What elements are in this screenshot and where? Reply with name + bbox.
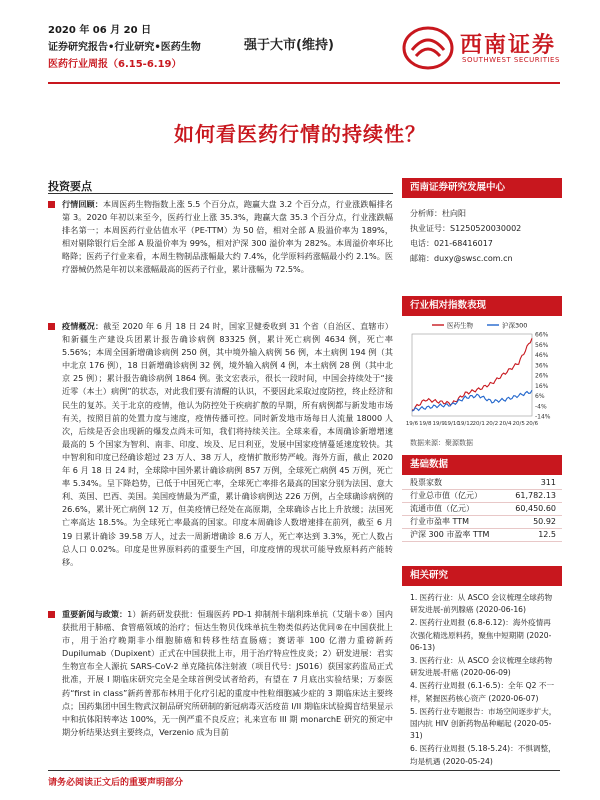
table-row: [402, 503, 562, 516]
bullet-epidemic: [48, 320, 393, 602]
y-tick-label: 46%: [535, 352, 549, 359]
bullet-text: 1）新药研发获批：恒瑞医药 PD-1 抑制剂卡瑞利珠单抗（艾瑞卡®）国内获批用于肺癌、食管癌领域的治疗；恒达生物贝伐珠单抗生物类似药达优同®在中国获批上市，用于治疗晚期非小细胞肺癌和转移性结直肠癌；赛诺菲 100 亿潜力重磅新药 Dupilumab（Dupixent）正式在中国获批上市，用于治疗特应性皮炎；2）研发进展：君实生物宣布全人源抗 SARS-CoV-2 单克隆抗体注射液（项目代号：JS016）获国家药监局正式批准，开展 I 期临床研究完全是全球首例受试者给药，有望在 7 月底出实验结果；万泰医药“first in class”新药普那布林用于化疗引起的重度中性粒细胞减少症的 3 期临床达主要终点；国药集团中国生物武汉制品研究所研制的新冠病毒灭活疫苗 I/II 期临床试验揭盲结果显示中和抗体阳转率达 100%，无一例严重不良反应；礼来宣布 III 期 monarchE 研究的预定中期分析结果达到主要终点，Verzenio 成为目前: [62, 609, 393, 737]
rating-label: 强于大市(维持): [244, 38, 334, 53]
analyst-name: 分析师：杜向阳: [410, 209, 466, 218]
x-tick-label: 19/8: [419, 421, 432, 427]
bullet-market-review: [48, 198, 393, 314]
row-label: 行业市盈率 TTM: [402, 516, 501, 529]
y-tick-label: 66%: [535, 331, 549, 339]
row-label: 股票家数: [402, 477, 501, 490]
related-list: [402, 586, 562, 768]
basic-data-panel: [402, 455, 562, 542]
basic-data-heading: 基础数据: [402, 455, 562, 475]
analyst-heading: 西南证券研究发展中心: [402, 178, 562, 198]
related-item[interactable]: 4. 医药行业周报 (6.1-6.5)：全年 Q2 不一样，紧握医药核心资产 (2020-06-07): [410, 681, 555, 703]
row-label: 行业总市值（亿元）: [402, 490, 501, 503]
relative-index-panel: [402, 296, 562, 448]
bullet-lead: 重要新闻与政策：: [62, 609, 128, 619]
series-line-csi300: [412, 390, 532, 411]
related-research-panel: [402, 566, 562, 769]
header-divider: [48, 82, 560, 84]
row-label: 流通市值（亿元）: [402, 503, 501, 516]
bullet-text: 本周医药生物指数上涨 5.5 个百分点，跑赢大盘 3.2 个百分点，行业涨跌幅排名第 3。2020 年初以来至今，医药行业上涨 35.3%，跑赢大盘 35.3 个百分点，行业涨跌幅排名第一；本周医药行业估值水平（PE-TTM）为 50 倍，相对全部 A 股溢价率为 189%，相对剔除银行后全部 A 股溢价率为 99%，相对沪深 300 溢价率为 282%。本周溢价率环比略降；医药子行业来看，本周生物制品涨幅最大约 7.4%，化学原料药涨幅最小约 2.1%。医疗器械仍然是年初以来涨幅最高的医药子行业，累计涨幅为 72.5%。: [62, 199, 393, 275]
x-tick-label: 19/10: [444, 421, 460, 427]
summary-body: [48, 198, 393, 780]
y-tick-label: -14%: [535, 413, 551, 421]
related-item[interactable]: 2. 医药行业周报 (6.8-6.12)：海外疫情再次强化精选原料药，聚焦中短期期 (2020-06-13): [410, 618, 552, 652]
legend-label: 沪深300: [502, 321, 528, 330]
bullet-news-policy: [48, 608, 393, 780]
y-tick-label: -4%: [535, 403, 547, 411]
summary-divider: [48, 193, 393, 194]
row-value: 50.92: [501, 516, 562, 529]
x-tick-label: 20/1: [472, 421, 485, 427]
analyst-phone: 电话：021-68416017: [410, 239, 493, 248]
related-item[interactable]: 6. 医药行业周报 (5.18-5.24)：不惧调整，均是机遇 (2020-05-24): [410, 744, 556, 766]
x-tick-label: 19/6: [405, 421, 419, 427]
logo-text: 西南证券: [460, 33, 557, 58]
x-tick-label: 19/12: [457, 421, 474, 427]
table-row: [402, 490, 562, 503]
y-tick-label: 56%: [535, 341, 549, 349]
related-item[interactable]: 5. 医药行业专题报告：市场空间逐步扩大，国内抗 HIV 创新药物品种崛起 (2020-05-31): [410, 706, 557, 741]
legend-label: 医药生物: [447, 321, 473, 330]
x-tick-label: 20/6: [525, 421, 539, 427]
analyst-info: [402, 198, 562, 266]
chart-svg: [402, 316, 562, 436]
related-heading: 相关研究: [402, 566, 562, 586]
analyst-email[interactable]: 邮箱：duxy@swsc.com.cn: [410, 254, 513, 263]
table-row: [402, 477, 562, 490]
bullet-square-icon: [48, 611, 55, 618]
x-tick-label: 20/4: [499, 421, 512, 427]
report-title: 如何看医药行情的持续性？: [174, 122, 426, 146]
row-value: 12.5: [501, 529, 562, 542]
series-line-pharma: [412, 338, 532, 410]
basic-data-table: [402, 477, 562, 542]
chart-frame: [412, 334, 532, 416]
bullet-text: 截至 2020 年 6 月 18 日 24 时，国家卫健委收到 31 个省（自治区、直辖市）和新疆生产建设兵团累计报告确诊病例 83325 例，累计死亡病例 4634 例，死亡率 5.56%；本周全国新增确诊病例 250 例，其中境外输入病例 56 例，本土病例 194 例（其中北京 176 例），18 日新增确诊病例 32 例，境外输入病例 4 例，本土病例 28 例（其中北京 25 例）；累计报告确诊病例 1864 例。张文宏表示，很长一段时间，中国会持续处于“接近零（本土）病例”的状态，对此我们要有清醒的认识，不要因此采取过度防控，终止经济和民生的复苏。关于北京的疫情，他认为防控处于疾病扩散的早期，所有病例都与新发地市场有关，按照目前的处置力度与速度，疫情传播可控。同时新发地市场每日人流量 18000 人次，后续是否会出现新的爆发点尚未可知，我们将持续关注。全球来看，本周确诊新增增速最高的 5 个国家为智利、南非、印度、埃及、尼日利亚，发展中国家疫情蔓延速度较快。其中智利和印度已经确诊超过 23 万人、38 万人，疫情扩散形势严峻。海外方面，截止 2020 年 6 月 18 日 24 时，全球除中国外累计确诊病例 857 万例，全球死亡病例 45 万例，死亡率 5.34%。呈下降趋势，已低于中国死亡率，全球死亡率排名最高的国家分别为法国、意大利、英国、巴西、美国。美国疫情最为严重，累计确诊病例达 226 万例，占全球确诊病例的 26.6%，累计死亡病例 12 万，但美疫情已经处在高原期，全球确诊占比上升放缓；法国死亡率高达 18.5%。为全球死亡率最高的国家。印度本周确诊人数增速排在前列，截至 6 月 19 日累计确诊 39.58 万人，过去一周新增确诊 8.6 万人，死亡率达到 3.3%，死亡人数占总人口 0.02%。印度是世界原料药的重要生产国，印度疫情的现状可能导致原料药产能转移。: [62, 321, 393, 567]
y-tick-label: 26%: [535, 372, 549, 380]
analyst-license: 执业证号：S1250520030002: [410, 224, 522, 233]
y-tick-label: 6%: [535, 393, 545, 400]
x-tick-label: 19/9: [432, 421, 445, 427]
logo-mark-icon: [402, 26, 454, 70]
row-value: 60,450.60: [501, 503, 562, 516]
chart-heading: 行业相对指数表现: [402, 296, 562, 316]
bullet-lead: 疫情概况：: [62, 321, 104, 331]
report-date: 2020 年 06 月 20 日: [48, 25, 152, 36]
brand-logo: [402, 22, 562, 72]
y-tick-label: 36%: [535, 362, 549, 370]
bullet-square-icon: [48, 323, 55, 330]
table-row: [402, 516, 562, 529]
bullet-square-icon: [48, 201, 55, 208]
summary-heading: 投资要点: [48, 180, 92, 193]
row-value: 61,782.13: [501, 490, 562, 503]
footer-disclaimer: 请务必阅读正文后的重要声明部分: [48, 778, 184, 788]
analyst-panel: [402, 178, 562, 266]
y-tick-label: 16%: [535, 382, 549, 390]
report-header: [48, 22, 201, 73]
related-item[interactable]: 1. 医药行业：从 ASCO 会议梳理全球药物研发进展-前列腺癌 (2020-06-16): [410, 593, 553, 615]
x-tick-label: 20/5: [512, 421, 525, 427]
relative-index-chart: [402, 316, 562, 436]
table-row: [402, 529, 562, 542]
chart-source: 数据来源：聚源数据: [410, 439, 473, 447]
row-label: 沪深 300 市盈率 TTM: [402, 529, 501, 542]
logo-text-en: SOUTHWEST SECURITIES: [462, 56, 560, 64]
row-value: 311: [501, 477, 562, 490]
bullet-lead: 行情回顾：: [62, 199, 103, 209]
report-category: 证券研究报告•行业研究•医药生物: [48, 42, 201, 53]
weekly-label: 医药行业周报（6.15-6.19）: [48, 59, 182, 70]
footer-divider: [48, 770, 560, 771]
related-item[interactable]: 3. 医药行业：从 ASCO 会议梳理全球药物研发进展-肝癌 (2020-06-09): [410, 656, 553, 678]
x-tick-label: 20/2: [485, 421, 499, 427]
